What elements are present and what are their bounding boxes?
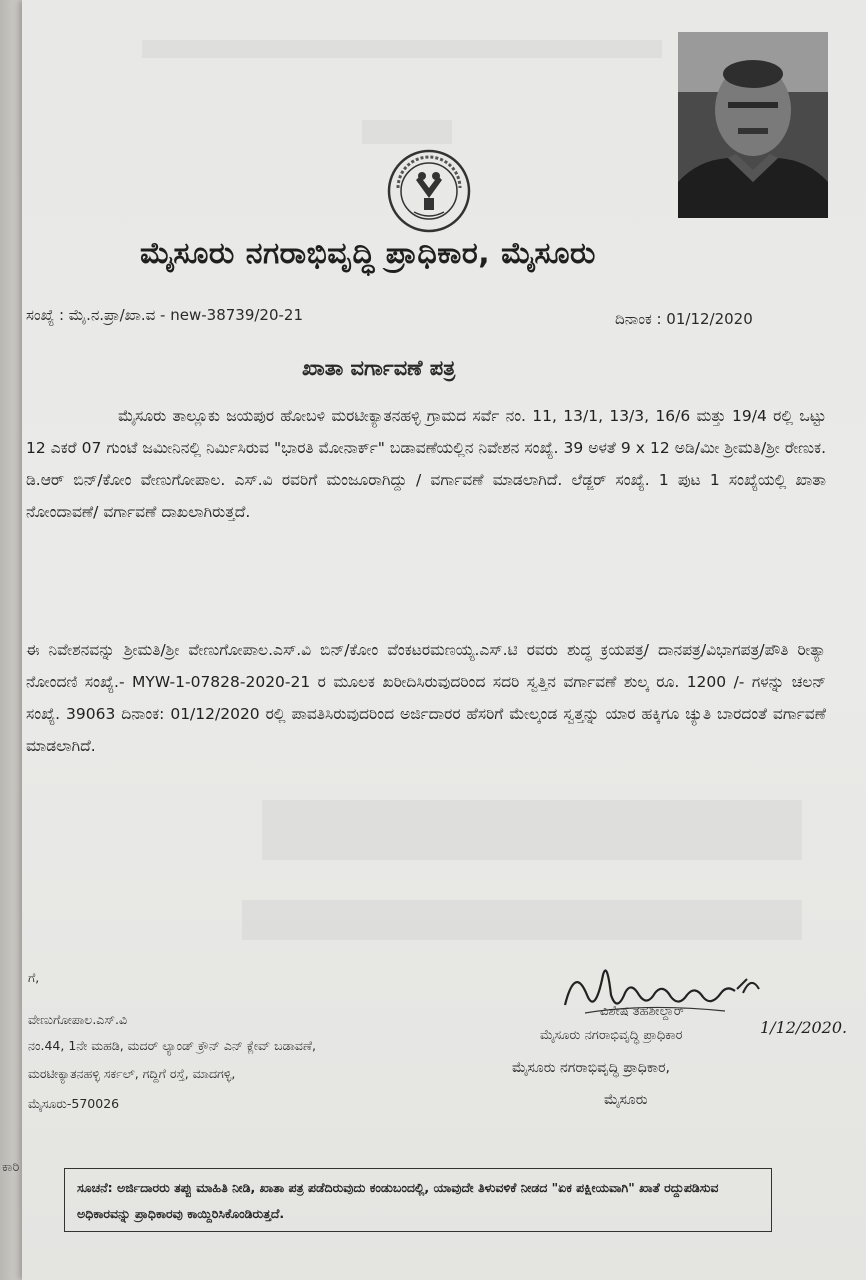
underlying-page-text: ಕಾರಿ bbox=[2, 1160, 20, 1175]
reference-number: ಸಂಖ್ಯೆ : ಮೈ.ನ.ಪ್ರಾ/ಖಾ.ವ - new-38739/20-21 bbox=[26, 306, 304, 324]
show-through-mark bbox=[142, 40, 662, 58]
authority-title: ಮೈಸೂರು ನಗರಾಭಿವೃದ್ಧಿ ಪ್ರಾಧಿಕಾರ, ಮೈಸೂರು bbox=[140, 236, 596, 271]
addressee-address-line-2: ಮರಟೀಕ್ಯಾತನಹಳ್ಳಿ ಸರ್ಕಲ್, ಗದ್ದಿಗೆ ರಸ್ತೆ, ಮಾದಗಳ್ಳಿ, bbox=[28, 1066, 236, 1081]
show-through-mark bbox=[362, 120, 452, 144]
addressee-name: ವೇಣುಗೋಪಾಲ.ಎಸ್.ವಿ bbox=[28, 1012, 128, 1027]
body-paragraph-1: ಮೈಸೂರು ತಾಲ್ಲೂಕು ಜಯಪುರ ಹೋಬಳಿ ಮರಟೀಕ್ಯಾತನಹಳ್ಳಿ ಗ್ರಾಮದ ಸರ್ವೆ ನಂ. 11, 13/1, 13/3, 16/6 ಮತ್ತು 19/4 ರಲ್ಲಿ ಒಟ್ಟು 12 ಎಕರೆ 07 ಗುಂಟೆ ಜಮೀನಿನಲ್ಲಿ ನಿರ್ಮಿಸಿರುವ "ಭಾರತಿ ಮೋನಾರ್ಕ್" ಬಡಾವಣೆಯಲ್ಲಿನ ನಿವೇಶನ ಸಂಖ್ಯೆ. 39 ಅಳತೆ 9 x 12 ಅಡಿ/ಮೀ ಶ್ರೀಮತಿ/ಶ್ರೀ ರೇಣುಕ. ಡಿ.ಆರ್ ಬಿನ್/ಕೋಂ ವೇಣುಗೋಪಾಲ. ಎಸ್.ವಿ ರವರಿಗೆ ಮಂಜೂರಾಗಿದ್ದು / ವರ್ಗಾವಣೆ ಮಾಡಲಾಗಿದೆ. ಲೆಡ್ಜರ್ ಸಂಖ್ಯೆ. 1 ಪುಟ 1 ಸಂಖ್ಯೆಯಲ್ಲಿ ಖಾತಾ ನೋಂದಾವಣೆ/ ವರ್ಗಾವಣೆ ದಾಖಲಾಗಿರುತ್ತದೆ. bbox=[26, 407, 826, 521]
notice-text: ಸೂಚನೆ: ಅರ್ಜಿದಾರರು ತಪ್ಪು ಮಾಹಿತಿ ನೀಡಿ, ಖಾತಾ ಪತ್ರ ಪಡೆದಿರುವುದು ಕಂಡುಬಂದಲ್ಲಿ, ಯಾವುದೇ ತಿಳುವಳಿಕೆ ನೀಡದ "ಏಕ ಪಕ್ಷೀಯವಾಗಿ" ಖಾತೆ ರದ್ದುಪಡಿಸುವ ಅಧಿಕಾರವನ್ನು ಪ್ರಾಧಿಕಾರವು ಕಾಯ್ದಿರಿಸಿಕೊಂಡಿರುತ್ತದೆ. bbox=[77, 1180, 719, 1221]
addressee-salutation: ಗೆ, bbox=[28, 970, 40, 985]
signatory-office: ಮೈಸೂರು ನಗರಾಭಿವೃದ್ಧಿ ಪ್ರಾಧಿಕಾರ bbox=[540, 1028, 683, 1043]
signature-date: 1/12/2020. bbox=[760, 1018, 848, 1037]
signatory-city: ಮೈಸೂರು bbox=[604, 1092, 648, 1108]
body-paragraph-2: ಈ ನಿವೇಶನವನ್ನು ಶ್ರೀಮತಿ/ಶ್ರೀ ವೇಣುಗೋಪಾಲ.ಎಸ್.ವಿ ಬಿನ್/ಕೋಂ ವೆಂಕಟರಮಣಯ್ಯ.ಎಸ್.ಟಿ ರವರು ಶುದ್ಧ ಕ್ರಯಪತ್ರ/ ದಾನಪತ್ರ/ವಿಭಾಗಪತ್ರ/ಪೌತಿ ರೀತ್ಯಾ ನೋಂದಣಿ ಸಂಖ್ಯೆ.- MYW-1-07828-2020-21 ರ ಮೂಲಕ ಖರೀದಿಸಿರುವುದರಿಂದ ಸದರಿ ಸ್ವತ್ತಿನ ವರ್ಗಾವಣೆ ಶುಲ್ಕ ರೂ. 1200 /- ಗಳನ್ನು ಚಲನ್ ಸಂಖ್ಯೆ. 39063 ದಿನಾಂಕ: 01/12/2020 ರಲ್ಲಿ ಪಾವತಿಸಿರುವುದರಿಂದ ಅರ್ಜಿದಾರರ ಹೆಸರಿಗೆ ಮೇಲ್ಕಂಡ ಸ್ವತ್ತನ್ನು ಯಾರ ಹಕ್ಕಿಗೂ ಚ್ಯುತಿ ಬಾರದಂತೆ ವರ್ಗಾವಣೆ ಮಾಡಲಾಗಿದೆ. bbox=[26, 641, 826, 755]
signatory-designation: ವಿಶೇಷ ತಹಶೀಲ್ದಾರ್ bbox=[600, 1004, 685, 1019]
show-through-mark bbox=[242, 900, 802, 940]
addressee-address-line-1: ನಂ.44, 1ನೇ ಮಹಡಿ, ಮದರ್ ಲ್ಯಾಂಡ್ ಕ್ರೌನ್ ಎನ್ ಕ್ಲೇವ್ ಬಡಾವಣೆ, bbox=[28, 1038, 317, 1053]
issue-date: ದಿನಾಂಕ : 01/12/2020 bbox=[615, 310, 753, 328]
signatory-office-2: ಮೈಸೂರು ನಗರಾಭಿವೃದ್ಧಿ ಪ್ರಾಧಿಕಾರ, bbox=[512, 1060, 670, 1076]
applicant-photo bbox=[678, 32, 828, 218]
show-through-mark bbox=[262, 800, 802, 860]
addressee-address-line-3: ಮೈಸೂರು-570026 bbox=[28, 1096, 120, 1111]
document-subject: ಖಾತಾ ವರ್ಗಾವಣೆ ಪತ್ರ bbox=[302, 356, 456, 380]
notice-box bbox=[64, 1168, 772, 1232]
authority-emblem-seal bbox=[386, 148, 472, 234]
